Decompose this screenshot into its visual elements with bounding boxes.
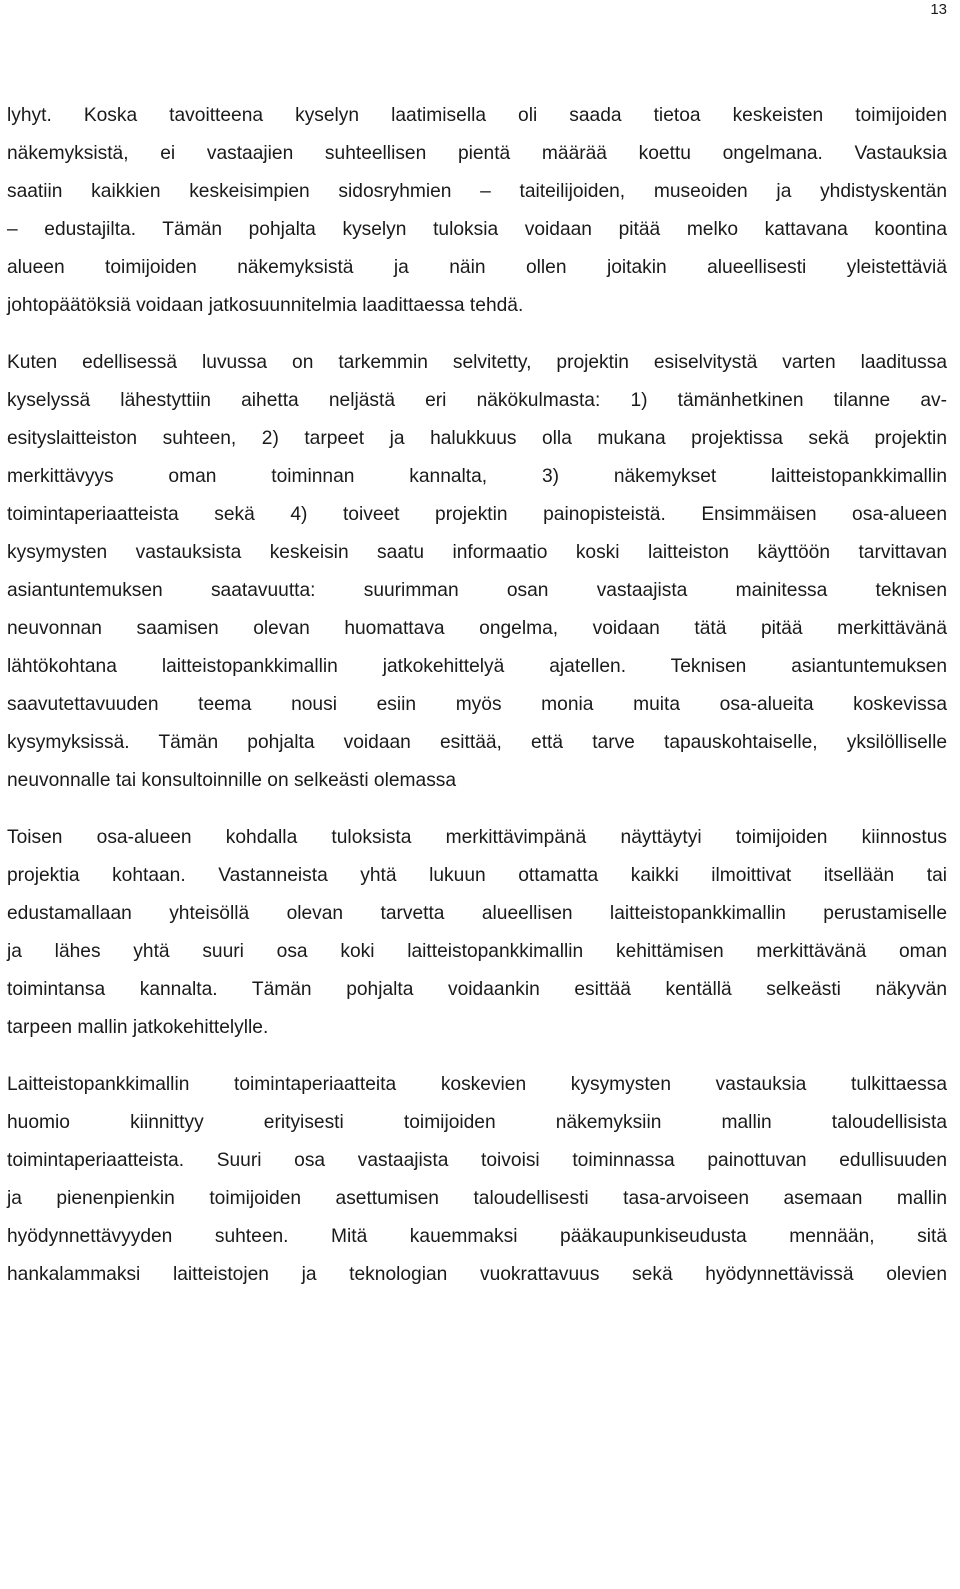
text-line: tarpeen mallin jatkokehittelylle.	[7, 1017, 269, 1038]
paragraph-1	[7, 97, 947, 325]
text-line: Kuten edellisessä luvussa on tarkemmin selvitetty, projektin esiselvitystä varten laaditussa	[7, 352, 947, 373]
text-line: toimintaperiaatteista. Suuri osa vastaajista toivoisi toiminnassa painottuvan edullisuuden	[7, 1150, 947, 1171]
text-line: ja lähes yhtä suuri osa koki laitteistopankkimallin kehittämisen merkittävänä oman	[7, 941, 947, 962]
text-line: saavutettavuuden teema nousi esiin myös monia muita osa-alueita koskevissa	[7, 694, 947, 715]
text-line: asiantuntemuksen saatavuutta: suurimman osan vastaajista mainitessa teknisen	[7, 580, 947, 601]
text-line: kyselyssä lähestyttiin aihetta neljästä eri näkökulmasta: 1) tämänhetkinen tilanne av-	[7, 390, 947, 411]
text-line: saatiin kaikkien keskeisimpien sidosryhmien – taiteilijoiden, museoiden ja yhdistyskentän	[7, 181, 947, 202]
paragraph-2	[7, 344, 947, 800]
text-line: Toisen osa-alueen kohdalla tuloksista merkittävimpänä näyttäytyi toimijoiden kiinnostus	[7, 827, 947, 848]
text-line: toimintaperiaatteista sekä 4) toiveet projektin painopisteistä. Ensimmäisen osa-alueen	[7, 504, 947, 525]
text-line: toimintansa kannalta. Tämän pohjalta voidaankin esittää kentällä selkeästi näkyvän	[7, 979, 947, 1000]
document-body	[7, 97, 947, 1294]
paragraph-4	[7, 1066, 947, 1294]
paragraph-3	[7, 819, 947, 1047]
text-line: johtopäätöksiä voidaan jatkosuunnitelmia laadittaessa tehdä.	[7, 295, 524, 316]
text-line: Laitteistopankkimallin toimintaperiaatteita koskevien kysymysten vastauksia tulkittaessa	[7, 1074, 947, 1095]
text-line: esityslaitteiston suhteen, 2) tarpeet ja halukkuus olla mukana projektissa sekä projektin	[7, 428, 947, 449]
text-line: hankalammaksi laitteistojen ja teknologian vuokrattavuus sekä hyödynnettävissä olevien	[7, 1264, 947, 1285]
text-line: ja pienenpienkin toimijoiden asettumisen taloudellisesti tasa-arvoiseen asemaan mallin	[7, 1188, 947, 1209]
text-line: hyödynnettävyyden suhteen. Mitä kauemmaksi pääkaupunkiseudusta mennään, sitä	[7, 1226, 947, 1247]
text-line: merkittävyys oman toiminnan kannalta, 3) näkemykset laitteistopankkimallin	[7, 466, 947, 487]
text-line: projektia kohtaan. Vastanneista yhtä lukuun ottamatta kaikki ilmoittivat itsellään tai	[7, 865, 947, 886]
text-line: neuvonnan saamisen olevan huomattava ongelma, voidaan tätä pitää merkittävänä	[7, 618, 947, 639]
text-line: neuvonnalle tai konsultoinnille on selkeästi olemassa	[7, 770, 457, 791]
page-number: 13	[930, 1, 947, 18]
text-line: huomio kiinnittyy erityisesti toimijoiden näkemyksiin mallin taloudellisista	[7, 1112, 947, 1133]
text-line: kysymysten vastauksista keskeisin saatu informaatio koski laitteiston käyttöön tarvittavan	[7, 542, 947, 563]
text-line: alueen toimijoiden näkemyksistä ja näin ollen joitakin alueellisesti yleistettäviä	[7, 257, 947, 278]
text-line: lyhyt. Koska tavoitteena kyselyn laatimisella oli saada tietoa keskeisten toimijoiden	[7, 105, 947, 126]
text-line: edustamallaan yhteisöllä olevan tarvetta alueellisen laitteistopankkimallin perustamiselle	[7, 903, 947, 924]
text-line: kysymyksissä. Tämän pohjalta voidaan esittää, että tarve tapauskohtaiselle, yksilölliselle	[7, 732, 947, 753]
text-line: näkemyksistä, ei vastaajien suhteellisen pientä määrää koettu ongelmana. Vastauksia	[7, 143, 947, 164]
text-line: – edustajilta. Tämän pohjalta kyselyn tuloksia voidaan pitää melko kattavana koontina	[7, 219, 947, 240]
text-line: lähtökohtana laitteistopankkimallin jatkokehittelyä ajatellen. Teknisen asiantuntemuksen	[7, 656, 947, 677]
